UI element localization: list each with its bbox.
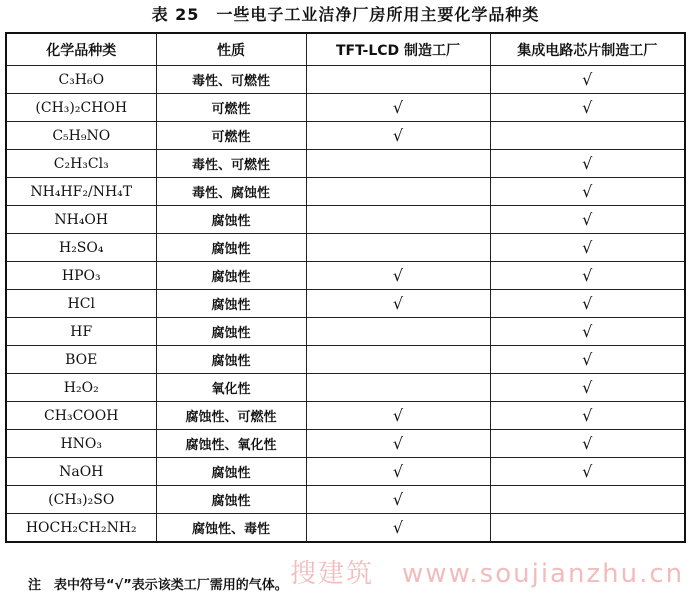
cell-chemical: BOE xyxy=(6,346,156,374)
header-tft-lcd: TFT-LCD 制造工厂 xyxy=(306,33,490,66)
cell-tft-lcd-mark: √ xyxy=(306,94,490,122)
cell-chemical: (CH₃)₂CHOH xyxy=(6,94,156,122)
cell-tft-lcd-mark: √ xyxy=(306,514,490,543)
cell-chemical: NH₄OH xyxy=(6,206,156,234)
header-property: 性质 xyxy=(156,33,306,66)
cell-ic-chip-mark: √ xyxy=(490,290,685,318)
table-row xyxy=(6,374,685,402)
table-row xyxy=(6,262,685,290)
cell-chemical: NaOH xyxy=(6,458,156,486)
cell-chemical: C₅H₉NO xyxy=(6,122,156,150)
cell-property: 可燃性 xyxy=(156,122,306,150)
cell-property: 可燃性 xyxy=(156,94,306,122)
cell-chemical: HF xyxy=(6,318,156,346)
cell-tft-lcd-mark xyxy=(306,150,490,178)
cell-tft-lcd-mark: √ xyxy=(306,122,490,150)
cell-tft-lcd-mark: √ xyxy=(306,290,490,318)
cell-tft-lcd-mark: √ xyxy=(306,458,490,486)
cell-ic-chip-mark: √ xyxy=(490,318,685,346)
cell-tft-lcd-mark xyxy=(306,234,490,262)
cell-chemical: (CH₃)₂SO xyxy=(6,486,156,514)
cell-property: 毒性、可燃性 xyxy=(156,66,306,94)
cell-chemical: H₂SO₄ xyxy=(6,234,156,262)
cell-ic-chip-mark: √ xyxy=(490,458,685,486)
watermark: 搜建筑 www.soujianzhu.cn xyxy=(290,559,685,589)
table-row xyxy=(6,178,685,206)
chemical-table xyxy=(5,32,686,543)
cell-tft-lcd-mark: √ xyxy=(306,262,490,290)
cell-ic-chip-mark: √ xyxy=(490,402,685,430)
cell-chemical: HPO₃ xyxy=(6,262,156,290)
cell-chemical: HNO₃ xyxy=(6,430,156,458)
table-row xyxy=(6,290,685,318)
cell-ic-chip-mark: √ xyxy=(490,430,685,458)
cell-chemical: C₃H₆O xyxy=(6,66,156,94)
table-row xyxy=(6,234,685,262)
table-row xyxy=(6,402,685,430)
table-row xyxy=(6,346,685,374)
cell-ic-chip-mark: √ xyxy=(490,178,685,206)
cell-tft-lcd-mark: √ xyxy=(306,430,490,458)
header-ic-chip: 集成电路芯片制造工厂 xyxy=(490,33,685,66)
cell-ic-chip-mark: √ xyxy=(490,66,685,94)
cell-ic-chip-mark xyxy=(490,122,685,150)
cell-chemical: HCl xyxy=(6,290,156,318)
table-note: 注 表中符号“√”表示该类工厂需用的气体。 xyxy=(28,578,288,593)
header-row xyxy=(6,33,685,66)
cell-property: 腐蚀性 xyxy=(156,290,306,318)
cell-tft-lcd-mark xyxy=(306,374,490,402)
cell-property: 毒性、腐蚀性 xyxy=(156,178,306,206)
cell-tft-lcd-mark: √ xyxy=(306,402,490,430)
table-row xyxy=(6,486,685,514)
table-row xyxy=(6,458,685,486)
chemical-table-container xyxy=(5,32,684,543)
cell-property: 腐蚀性 xyxy=(156,318,306,346)
table-row xyxy=(6,150,685,178)
table-row xyxy=(6,318,685,346)
cell-chemical: H₂O₂ xyxy=(6,374,156,402)
cell-ic-chip-mark xyxy=(490,486,685,514)
table-row xyxy=(6,122,685,150)
cell-ic-chip-mark: √ xyxy=(490,374,685,402)
table-title: 表 25 一些电子工业洁净厂房所用主要化学品种类 xyxy=(151,5,540,24)
cell-tft-lcd-mark xyxy=(306,318,490,346)
cell-ic-chip-mark: √ xyxy=(490,234,685,262)
cell-property: 腐蚀性、可燃性 xyxy=(156,402,306,430)
cell-property: 腐蚀性 xyxy=(156,262,306,290)
cell-property: 腐蚀性 xyxy=(156,346,306,374)
cell-chemical: HOCH₂CH₂NH₂ xyxy=(6,514,156,543)
cell-chemical: CH₃COOH xyxy=(6,402,156,430)
cell-property: 腐蚀性、毒性 xyxy=(156,514,306,543)
cell-property: 毒性、可燃性 xyxy=(156,150,306,178)
table-row xyxy=(6,206,685,234)
cell-tft-lcd-mark xyxy=(306,346,490,374)
cell-chemical: NH₄HF₂/NH₄T xyxy=(6,178,156,206)
table-row xyxy=(6,94,685,122)
cell-property: 腐蚀性、氧化性 xyxy=(156,430,306,458)
cell-ic-chip-mark xyxy=(490,514,685,543)
cell-property: 腐蚀性 xyxy=(156,486,306,514)
cell-ic-chip-mark: √ xyxy=(490,206,685,234)
cell-tft-lcd-mark: √ xyxy=(306,486,490,514)
cell-ic-chip-mark: √ xyxy=(490,94,685,122)
cell-tft-lcd-mark xyxy=(306,178,490,206)
table-row xyxy=(6,430,685,458)
table-body xyxy=(6,66,685,543)
cell-ic-chip-mark: √ xyxy=(490,346,685,374)
cell-tft-lcd-mark xyxy=(306,206,490,234)
cell-chemical: C₂H₃Cl₃ xyxy=(6,150,156,178)
header-chemical: 化学品种类 xyxy=(6,33,156,66)
table-row xyxy=(6,66,685,94)
cell-property: 氧化性 xyxy=(156,374,306,402)
cell-property: 腐蚀性 xyxy=(156,206,306,234)
cell-ic-chip-mark: √ xyxy=(490,262,685,290)
cell-tft-lcd-mark xyxy=(306,66,490,94)
cell-ic-chip-mark: √ xyxy=(490,150,685,178)
cell-property: 腐蚀性 xyxy=(156,458,306,486)
cell-property: 腐蚀性 xyxy=(156,234,306,262)
table-row xyxy=(6,514,685,543)
